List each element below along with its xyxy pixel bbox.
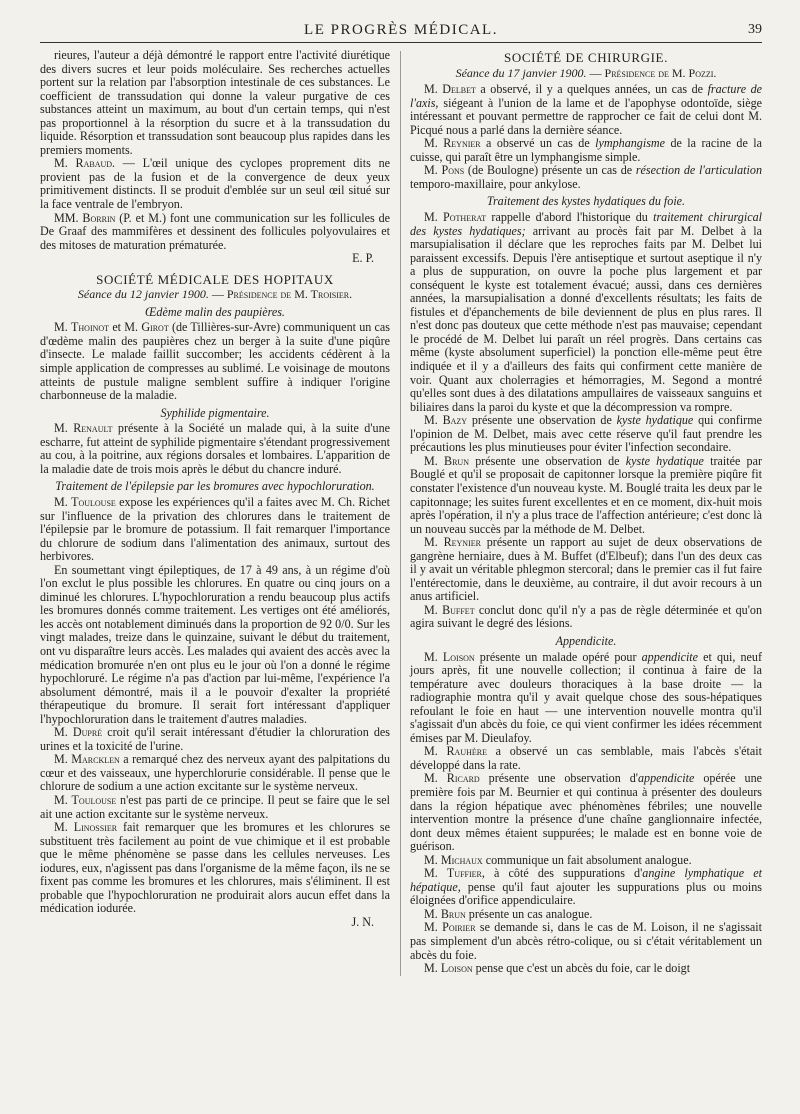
column-divider xyxy=(400,51,401,976)
text-run: MM. xyxy=(54,210,83,225)
two-column-body xyxy=(40,49,762,976)
text-run: rieures, l'auteur a déjà démontré le rapport entre l'activité diurétique des divers sucres et leur poids moléculaire. Ses recherches actuelles portent sur la relation par l'absorption intestinale de ces substances. Le coefficient de transsudation qui donne la valeur purgative de ces substances atteint un maximum, au bout d'un certain temps, qui n'est pas proportionnel à la résorption du sucre et à la transsudation du liquide. Résorption et transsudation sont beaucoup plus rapides dans les premiers moments. xyxy=(40,48,390,157)
emphasis-text: résection de l'articulation xyxy=(635,163,762,178)
seance-presidence: — Présidence de M. Pozzi. xyxy=(589,65,717,80)
speaker-name: Michaux xyxy=(440,852,483,867)
text-run: (de Boulogne) présente un cas de xyxy=(464,163,636,178)
paragraph xyxy=(40,794,390,821)
paragraph xyxy=(410,137,762,164)
text-run: a observé un cas semblable, mais l'abcès s'était développé dans la rate. xyxy=(410,744,762,772)
text-run: pense que c'est un abcès du foie, car le doigt xyxy=(472,961,691,976)
paragraph xyxy=(40,726,390,753)
text-run: temporo-maxillaire, pour ankylose. xyxy=(410,176,581,191)
text-run: et M. xyxy=(109,320,142,335)
text-run: M. xyxy=(54,725,73,740)
text-run: M. xyxy=(54,421,74,436)
speaker-name: Bazy xyxy=(442,413,468,428)
text-run: a observé, il y a quelques années, un cas de xyxy=(475,82,708,97)
paragraph xyxy=(410,962,762,976)
text-run: . — L'œil unique des cyclopes proprement dits ne provient pas de la fusion et de la convergence de deux yeux primitivement distincts. Il se produit d'emblée sur un seul œil situé sur la face ventrale de l'embryon. xyxy=(40,156,390,212)
speaker-name: Loison xyxy=(440,961,473,976)
speaker-name: Reynier xyxy=(443,535,481,550)
society-title: SOCIÉTÉ DE CHIRURGIE. xyxy=(504,50,668,65)
emphasis-text: lymphangisme xyxy=(595,136,666,151)
paragraph xyxy=(40,564,390,727)
text-run: En soumettant vingt épileptiques, de 17 à 49 ans, à un régime d'où l'on exclut le plus possible les chlorures. En quatre ou cinq jours on a diminué les chlorures. L'hypochloruration a rendu beaucoup plus actifs les bromures donnés comme traitement. Les vertiges ont été améliorés, les accès ont notablement diminués dans la proportion de 92 0/0. Sur les vingt malades, treize dans le quinzaine, suivant le début du traitement, ont vu disparaître leurs accès. Les malades qui avaient des accès avec la médication bromurée n'en ont plus eu le jour où l'on a donné le régime hypochloruré. Le régime n'a pas d'action par lui-même, l'expérience l'a absolument démontré, mais il a le pouvoir d'exalter la propriété thérapeutique du bromure. Il serait fort intéressant d'appliquer l'hypochloruration dans le traitement d'autres maladies. xyxy=(40,562,390,726)
text-run: M. xyxy=(424,602,443,617)
text-run: siégeant à l'union de la lame et de l'apophyse odontoïde, siège intéressant et pouvant permettre de rapprocher ce fait de celui dont M. Picqué nous a parlé dans la dernière séance. xyxy=(410,95,762,137)
paragraph xyxy=(410,854,762,868)
text-run: M. xyxy=(424,413,443,428)
text-run: a remarqué chez des nerveux ayant des palpitations du cœur et des vaisseaux, une hyperchlorurie considérable. Il pense que le chlorure de sodium a une action excitante sur le système nerveux. xyxy=(40,752,390,794)
text-run: se demande si, dans le cas de M. Loison, il ne s'agissait pas simplement d'un abcès rétro-colique, ou si c'était véritablement un abcès du foie. xyxy=(410,920,762,962)
paragraph xyxy=(410,908,762,922)
section-heading: Œdème malin des paupières. xyxy=(145,304,285,319)
text-run: expose les expériences qu'il a faites avec M. Ch. Richet sur l'influence de la privation des chlorures dans le traitement de l'épilepsie par le bromure de potassium. Il fait remarquer l'importance du chlorure de sodium dans l'alimentation des animaux, surtout des herbivores. xyxy=(40,494,390,564)
text-run: croit qu'il serait intéressant d'étudier la chloruration des urines et la toxicité de l'urine. xyxy=(40,725,390,753)
text-run: M. xyxy=(54,820,74,835)
paragraph xyxy=(40,157,390,211)
speaker-name: Linossier xyxy=(73,820,118,835)
text-run: M. xyxy=(424,163,442,178)
text-run: conclut donc qu'il n'y a pas de règle déterminée et qu'on agira suivant le degré des lésions. xyxy=(410,602,762,631)
intro-paragraphs xyxy=(410,83,762,191)
text-run: pense qu'il faut ajouter les suppurations plus ou moins éloignées d'orifice appendiculaire. xyxy=(410,879,762,908)
emphasis-text: kyste hydatique xyxy=(625,453,704,468)
speaker-name: Toulouse xyxy=(71,792,117,807)
text-run: de la racine de la cuisse, qui paraît être un lymphangisme simple. xyxy=(410,136,762,164)
text-run: (de Tillières-sur-Avre) communiquent un cas d'œdème malin des paupières chez un berger à la suite d'une piqûre d'insecte. Le malade faillit succomber; les accidents cédèrent à la simple application de compresses au sublimé. Le voisinage de moutons atteints de pustule maligne semblent suffire à indiquer l'origine charbonneuse de la maladie. xyxy=(40,320,390,403)
speaker-name: Brun xyxy=(444,453,469,468)
speaker-name: Rauhère xyxy=(446,744,487,759)
text-run: présente une observation d' xyxy=(479,771,638,786)
page-number: 39 xyxy=(748,22,762,37)
emphasis-text: fracture de l'axis, xyxy=(410,82,763,110)
speaker-name: Brun xyxy=(440,906,466,921)
paragraph xyxy=(40,321,390,402)
seance-line xyxy=(40,288,390,302)
section-heading: Syphilide pigmentaire. xyxy=(160,405,270,420)
seance-date: Séance du 12 janvier 1900. xyxy=(77,287,209,302)
text-run: M. xyxy=(424,920,443,935)
text-run: M. xyxy=(424,82,443,97)
text-run: (P. et M.) font une communication sur les follicules de De Graaf des mammifères et dessinent des follicules polyovulaires et des mitoses de maturation prématurée. xyxy=(40,210,390,252)
paragraph xyxy=(410,745,762,772)
text-run: M. xyxy=(424,906,441,921)
text-run: M. xyxy=(424,136,444,151)
speaker-name: Tuffier xyxy=(446,866,482,881)
seance-date: Séance du 17 janvier 1900. xyxy=(455,65,587,80)
paragraph xyxy=(40,753,390,794)
speaker-name: Dupré xyxy=(72,725,103,740)
section-heading: Appendicite. xyxy=(555,633,617,648)
text-run: M. xyxy=(424,649,443,664)
text-run: M. xyxy=(54,320,72,335)
seance-line xyxy=(410,67,762,81)
text-run: , à côté des suppurations d' xyxy=(481,866,643,881)
text-run: M. xyxy=(424,771,447,786)
section-heading: Traitement des kystes hydatiques du foie. xyxy=(486,194,686,209)
paragraph xyxy=(410,83,762,137)
text-run: opérée une première fois par M. Beurnier et qui continua à présenter des douleurs dans la région hépatique avec phénomènes fébriles; une nouvelle intervention montre la présence d'une chaîne ganglionnaire infectée, dont deux mêmes étaient suppurées; le malade est en bonne voie de guérison. xyxy=(410,771,762,854)
speaker-name: Potherat xyxy=(443,210,487,225)
text-run: M. xyxy=(424,210,444,225)
paragraph xyxy=(40,49,390,157)
text-run: M. xyxy=(424,961,441,976)
society-title: SOCIÉTÉ MÉDICALE DES HOPITAUX xyxy=(96,271,334,287)
paragraph xyxy=(410,536,762,604)
speaker-name: Girot xyxy=(141,320,169,335)
intro-block xyxy=(40,49,390,266)
speaker-name: Pons xyxy=(441,163,465,178)
paragraph xyxy=(40,496,390,564)
signature: E. P. xyxy=(352,251,374,266)
seance-presidence: — Présidence de M. Troisier. xyxy=(211,287,353,302)
speaker-name: Ricard xyxy=(446,771,480,786)
paragraph xyxy=(410,211,762,414)
text-run: présente une observation de xyxy=(468,453,626,468)
sections xyxy=(40,306,390,930)
text-run: fait remarquer que les bromures et les chlorures se substituent très facilement au point de vue chimique et il est probable que le même phénomène se passe dans les cellules nerveuses. Les iodures, eux, n'agissent pas dans l'organisme de la même façon, ils ne se fixent pas comme les bromures et les chlorures, mais s'éliminent. Il est probable que l'hypochloruration ne produirait alors aucun effet dans la médication iodurée. xyxy=(40,820,390,916)
sections xyxy=(410,195,762,975)
paragraph xyxy=(410,867,762,908)
intro-paragraphs xyxy=(40,49,390,252)
emphasis-text: traitement chirurgical des kystes hydatiques; xyxy=(410,210,762,238)
text-run: présente une observation de xyxy=(467,413,617,428)
paragraph xyxy=(410,604,762,631)
text-run: présente à la Société un malade qui, à la suite d'une escharre, fut atteint de syphilide pigmentaire s'étendant progressivement au cou, à la poitrine, aux régions dorsales et lombaires. L'apparition de la maladie date de trois mois après le début du chancre induré. xyxy=(40,421,390,476)
paragraph xyxy=(40,821,390,916)
speaker-name: Marcklen xyxy=(71,752,120,767)
text-run: M. xyxy=(424,453,445,468)
text-run: M. xyxy=(54,156,76,171)
signature: J. N. xyxy=(351,914,374,929)
emphasis-text: kyste hydatique xyxy=(616,413,694,428)
running-header xyxy=(40,20,762,43)
text-run: présente un malade opéré pour xyxy=(474,649,642,664)
text-run: présente un rapport au sujet de deux observations de gangrène herniaire, dues à M. Buffet (d'Elbeuf); dans l'un des deux cas il y avait un véritable phlegmon stercoral; dans le premier cas il fut faire l'entérectomie, dans le deuxième, au contraire, il dut avoir recours à un anus artificiel. xyxy=(410,535,762,604)
speaker-name: Rabaud xyxy=(75,156,113,171)
paragraph xyxy=(410,164,762,191)
speaker-name: Delbet xyxy=(442,82,476,97)
paragraph xyxy=(40,422,390,476)
text-run: M. xyxy=(424,866,447,881)
text-run: communique un fait absolument analogue. xyxy=(482,852,692,867)
text-run: et qui, neuf jours après, fit une nouvelle collection; il continua à faire de la température avec douleurs thoraciques à la base droite — la radiographie montra qu'il y avait quelque chose des sous-hépatiques refoulant le foie en haut — une intervention nouvelle montra qu'il s'agissait d'un abcès du foie, ce qui vient confirmer les idées récemment émises par M. Dieulafoy. xyxy=(410,649,763,745)
paragraph xyxy=(410,651,762,746)
text-run: M. xyxy=(424,744,447,759)
text-run: qui confirme l'opinion de M. Delbet, mais avec cette réserve qu'il faut prendre les précautions les plus minutieuses pour éviter l'infection secondaire. xyxy=(410,413,762,455)
speaker-name: Thoinot xyxy=(71,320,110,335)
text-run: arrivant au procès fait par M. Delbet à la marsupialisation il déclare que les reproches faits par M. Delbet lui paraissent excessifs. Depuis l'ère antiseptique et surtout aseptique il n'y a plus de suppuration, on ouvre la poche plus largement et par conséquent le kyste est totalement évacué; aussi, dans ces dernières années, la marsupialisation a donné d'excellents résultats; les faits de fistules et d'épanchements de bile deviennent de plus en plus rares. Il n'est donc pas douteux que cette méthode n'est pas mauvaise; cependant le procédé de M. Delbet lui paraît un réel progrès. Dans certains cas même (kyste absolument superficiel) la ponction elle-même peut être indiquée et il y a d'ailleurs des faits qui confirment cette manière de voir. Quant aux cholerragies et hémorragies, M. Segond a montré qu'elles sont dues à des dilatations ampullaires de vaisseaux sanguins et biliaires dans la paroi du kyste et que la décompression va rompre. xyxy=(410,223,762,414)
paragraph xyxy=(410,414,762,455)
speaker-name: Renault xyxy=(73,421,113,436)
text-run: traitée par Bouglé et qu'il se proposait de capitonner lorsque la première piqûre fit constater l'existence d'un nouveau kyste. M. Bouglé traita les deux par le capitonnage; les suites furent excellentes et en ce moment, dix-huit mois après l'opération, il n'y a plus trace de l'affection antérieure; c'est donc là un nouveau succès par la méthode de M. Delbet. xyxy=(410,453,762,536)
speaker-name: Borrin xyxy=(82,210,116,225)
speaker-name: Poirier xyxy=(442,920,476,935)
text-run: présente un cas analogue. xyxy=(465,906,593,921)
text-run: a observé un cas de xyxy=(480,136,596,151)
paragraph xyxy=(410,455,762,536)
text-run: M. xyxy=(54,792,72,807)
right-column xyxy=(410,49,762,976)
emphasis-text: appendicite xyxy=(637,771,695,786)
text-run: M. xyxy=(54,752,72,767)
text-run: M. xyxy=(54,494,72,509)
journal-title: LE PROGRÈS MÉDICAL. xyxy=(304,22,498,38)
speaker-name: Toulouse xyxy=(71,494,116,509)
speaker-name: Loison xyxy=(442,649,475,664)
speaker-name: Reynier xyxy=(443,136,481,151)
text-run: M. xyxy=(424,535,444,550)
emphasis-text: angine lymphatique et hépatique, xyxy=(410,866,762,894)
paragraph xyxy=(410,921,762,962)
text-run: n'est pas parti de ce principe. Il peut se faire que le sel ait une action excitante sur le système nerveux. xyxy=(40,792,390,821)
emphasis-text: appendicite xyxy=(641,649,699,664)
left-column xyxy=(40,49,390,976)
section-heading: Traitement de l'épilepsie par les bromures avec hypochloruration. xyxy=(55,479,375,494)
text-run: rappelle d'abord l'historique du xyxy=(486,210,654,225)
speaker-name: Buffet xyxy=(442,602,475,617)
paragraph xyxy=(40,212,390,253)
text-run: M. xyxy=(424,852,441,867)
paragraph xyxy=(410,772,762,853)
